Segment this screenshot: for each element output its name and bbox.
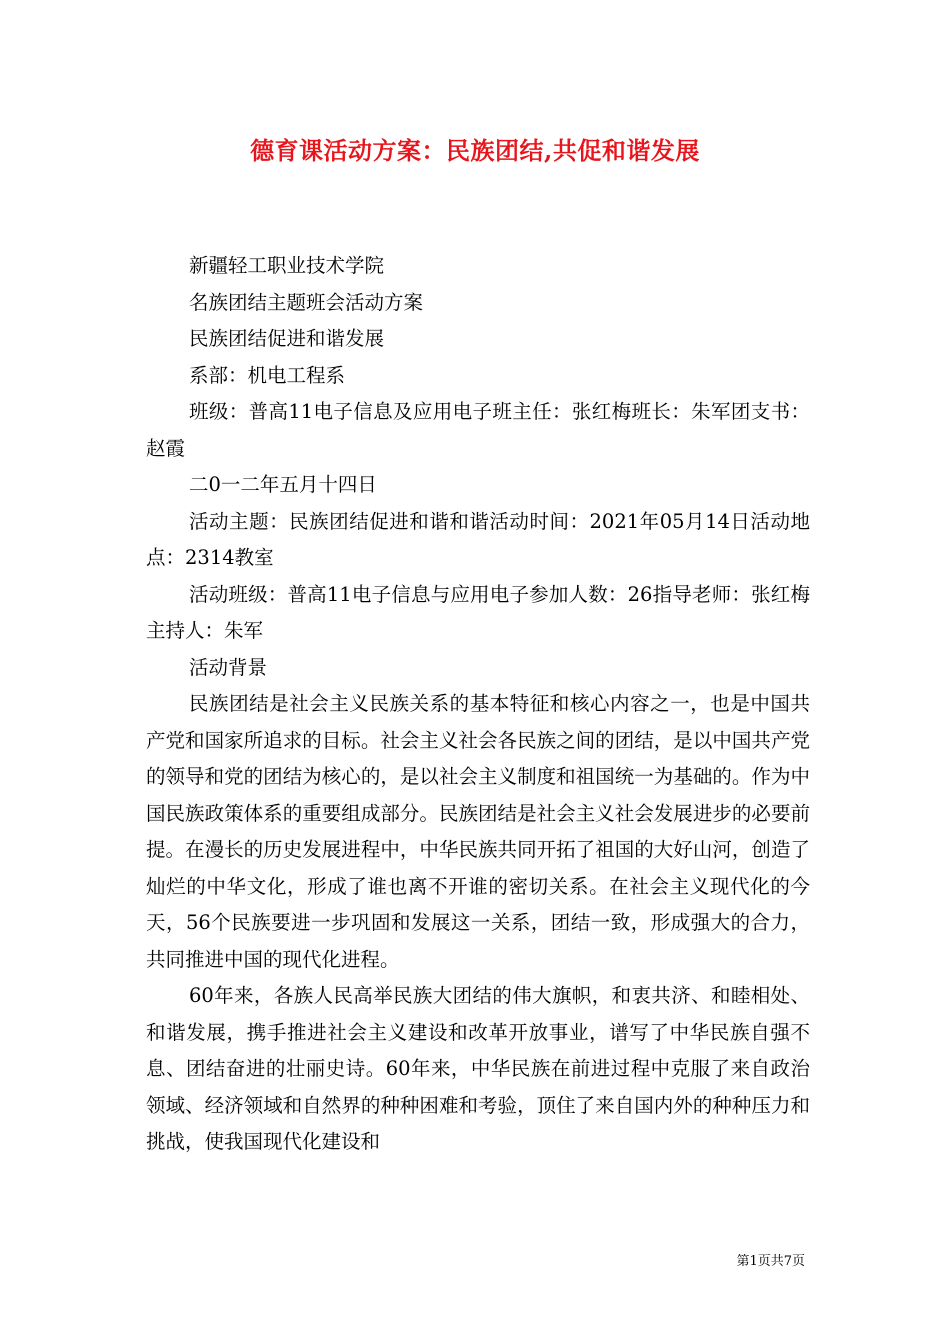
paragraph-school: 新疆轻工职业技术学院 xyxy=(189,254,385,277)
paragraph-class-info: 班级：普高11电子信息及应用电子班主任：张红梅班长：朱军团支书：赵霞 xyxy=(146,400,810,460)
paragraph-background-2: 60年来，各族人民高举民族大团结的伟大旗帜，和衷共济、和睦相处、和谐发展，携手推进社会主义建设和改革开放事业，谱写了中华民族自强不息、团结奋进的壮丽史诗。60年来，中华民族在前进过程中克服了来自政治领域、经济领域和自然界的种种困难和考验，顶住了来自国内外的种种压力和挑战，使我国现代化建设和 xyxy=(146,984,810,1153)
paragraph-plan-name: 名族团结主题班会活动方案 xyxy=(189,290,424,314)
paragraph-background-heading: 活动背景 xyxy=(189,655,268,679)
paragraph-activity-theme: 活动主题：民族团结促进和谐和谐活动时间：2021年05月14日活动地点：2314教室 xyxy=(146,509,810,569)
document-body xyxy=(146,248,810,1161)
paragraph-theme: 民族团结促进和谐发展 xyxy=(189,327,385,350)
paragraph-background-1: 民族团结是社会主义民族关系的基本特征和核心内容之一，也是中国共产党和国家所追求的目标。社会主义社会各民族之间的团结，是以中国共产党的领导和党的团结为核心的，是以社会主义制度和祖国统一为基础的。作为中国民族政策体系的重要组成部分。民族团结是社会主义社会发展进步的必要前提。在漫长的历史发展进程中，中华民族共同开拓了祖国的大好山河，创造了灿烂的中华文化，形成了谁也离不开谁的密切关系。在社会主义现代化的今天，56个民族要进一步巩固和发展这一关系，团结一致，形成强大的合力，共同推进中国的现代化进程。 xyxy=(146,692,810,971)
paragraph-date: 二0一二年五月十四日 xyxy=(189,473,377,496)
page-number: 第1页共7页 xyxy=(736,1254,805,1269)
paragraph-department: 系部：机电工程系 xyxy=(189,363,346,387)
paragraph-activity-class: 活动班级：普高11电子信息与应用电子参加人数：26指导老师：张红梅主持人：朱军 xyxy=(146,582,810,642)
document-title: 德育课活动方案：民族团结,共促和谐发展 xyxy=(250,136,700,165)
